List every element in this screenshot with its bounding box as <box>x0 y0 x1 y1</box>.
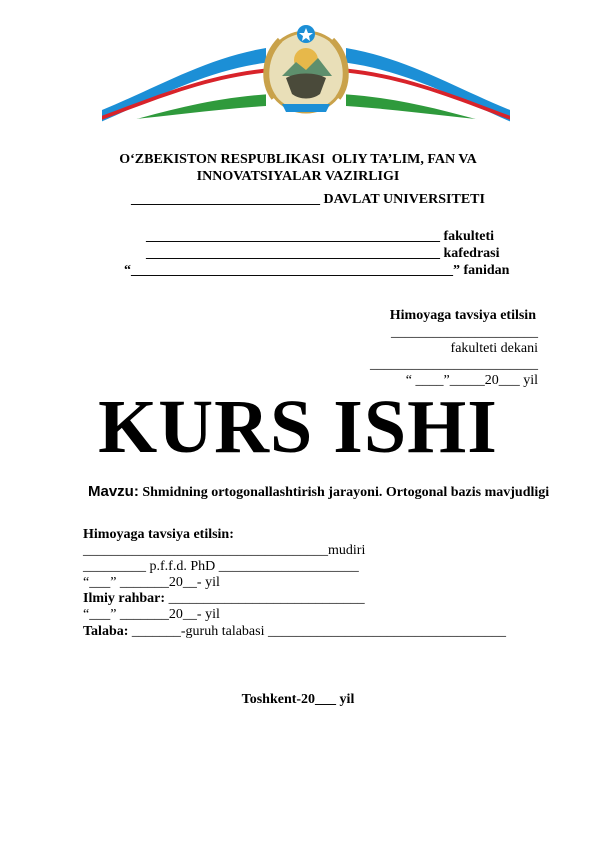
approval-blank-1: _____________________ <box>391 325 538 340</box>
topic-text: Shmidning ortogonallashtirish jarayoni. Ortogonal bazis mavjudligi <box>138 485 550 500</box>
student-line <box>83 624 506 640</box>
supervisor-line <box>83 591 365 607</box>
topic-label: Mavzu: <box>88 483 139 500</box>
phd-line: _________ p.f.f.d. PhD ____________________ <box>83 559 359 574</box>
subject-line: “______________________________________________” fanidan <box>124 263 510 278</box>
department-head-line: ___________________________________mudiri <box>83 543 366 558</box>
document-title: KURS ISHI <box>98 385 498 469</box>
student-label: Talaba: <box>83 624 129 639</box>
department-line: __________________________________________ kafedrasi <box>146 246 500 261</box>
approval-blank-2: ________________________ <box>370 357 538 372</box>
faculty-line: __________________________________________ fakulteti <box>146 229 495 244</box>
supervisor-label: Ilmiy rahbar: <box>83 591 166 606</box>
approval-dean: fakulteti dekani <box>450 341 538 356</box>
supervisor-blank: ____________________________ <box>165 591 365 606</box>
ministry-line-2: INNOVATSIYALAR VAZIRLIGI <box>196 169 400 184</box>
footer-city-year: Toshkent-20___ yil <box>241 692 355 707</box>
defense-heading: Himoyaga tavsiya etilsin: <box>83 527 234 542</box>
approval-date: “ ____”_____20___ yil <box>405 373 538 388</box>
approval-heading: Himoyaga tavsiya etilsin <box>389 308 536 323</box>
defense-date-2: “___” _______20__- yil <box>83 607 220 622</box>
university-line: ___________________________ DAVLAT UNIVERSITETI <box>131 192 485 207</box>
student-blank: _______-guruh talabasi __________________________________ <box>128 624 506 639</box>
ministry-line-1: O‘ZBEKISTON RESPUBLIKASI OLIY TA’LIM, FAN VA <box>119 152 477 167</box>
topic-line <box>88 483 549 501</box>
defense-date-1: “___” _______20__- yil <box>83 575 220 590</box>
state-emblem-icon <box>96 18 516 122</box>
